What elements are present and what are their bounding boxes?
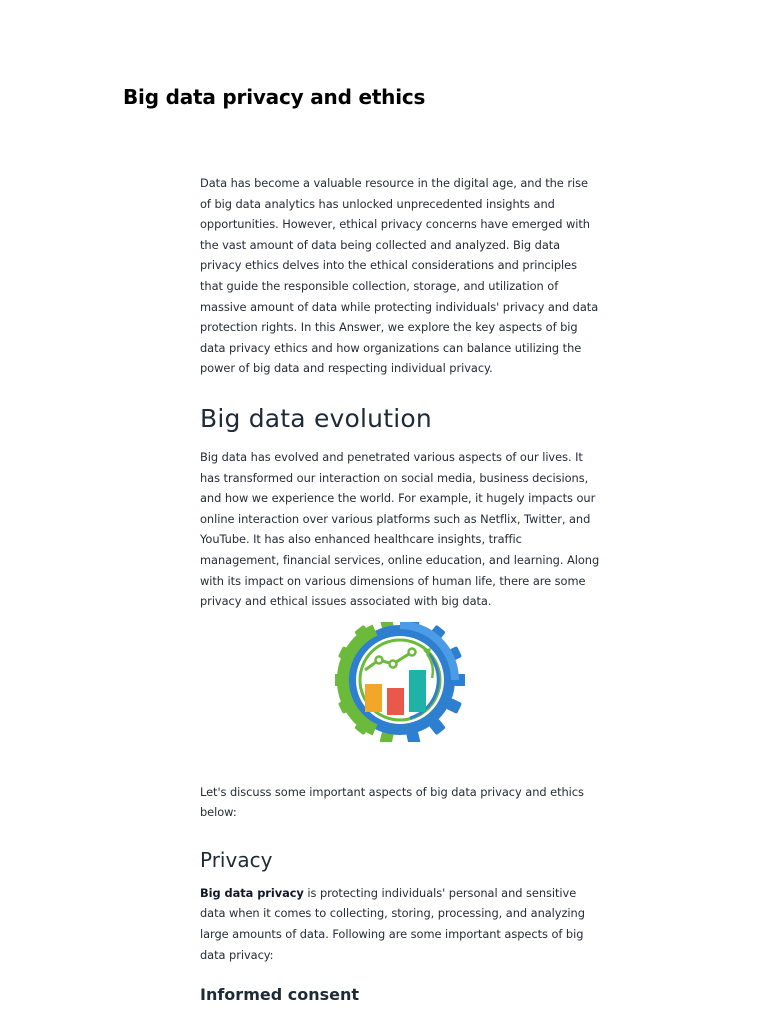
privacy-paragraph [200, 883, 600, 965]
trend-point [409, 648, 416, 655]
bar-orange [365, 684, 382, 712]
trend-point [390, 660, 397, 667]
section-heading-big-data-evolution: Big data evolution [200, 403, 432, 433]
section-heading-privacy: Privacy [200, 847, 273, 872]
intro-paragraph: Data has become a valuable resource in the digital age, and the rise of big data analytics has unlocked unprecedented insights and opportunities. However, ethical privacy concerns have emerged with the vast amount of data being collected and analyzed. Big data privacy ethics delves into the ethical considerations and principles that guide the responsible collection, storage, and utilization of massive amount of data while protecting individuals' privacy and data protection rights. In this Answer, we explore the key aspects of big data privacy ethics and how organizations can balance utilizing the power of big data and respecting individual privacy. [200, 176, 599, 376]
evolution-paragraph: Big data has evolved and penetrated various aspects of our lives. It has transformed our interaction on social media, business decisions, and how we experience the world. For example, it hugely impacts our online interaction over various platforms such as Netflix, Twitter, and YouTube. It has also enhanced healthcare insights, traffic management, financial services, online education, and learning. Along with its impact on various dimensions of human life, there are some privacy and ethical issues associated with big data. [200, 449, 600, 609]
analytics-gear-icon [335, 622, 465, 742]
article-body [200, 173, 600, 1006]
privacy-paragraph-text: is protecting individuals' personal and sensitive data when it comes to collecting, storing, processing, and analyzing large amounts of data. Following are some important aspects of big data privacy: [200, 885, 585, 962]
big-data-illustration [200, 622, 600, 742]
trend-point [376, 656, 383, 663]
page-title: Big data privacy and ethics [123, 85, 426, 109]
discuss-paragraph: Let's discuss some important aspects of big data privacy and ethics below: [200, 784, 584, 820]
section-heading-informed-consent: Informed consent [200, 985, 360, 1005]
privacy-bold-term: Big data privacy [200, 885, 304, 900]
bar-red [387, 688, 404, 715]
bar-teal [409, 670, 426, 712]
